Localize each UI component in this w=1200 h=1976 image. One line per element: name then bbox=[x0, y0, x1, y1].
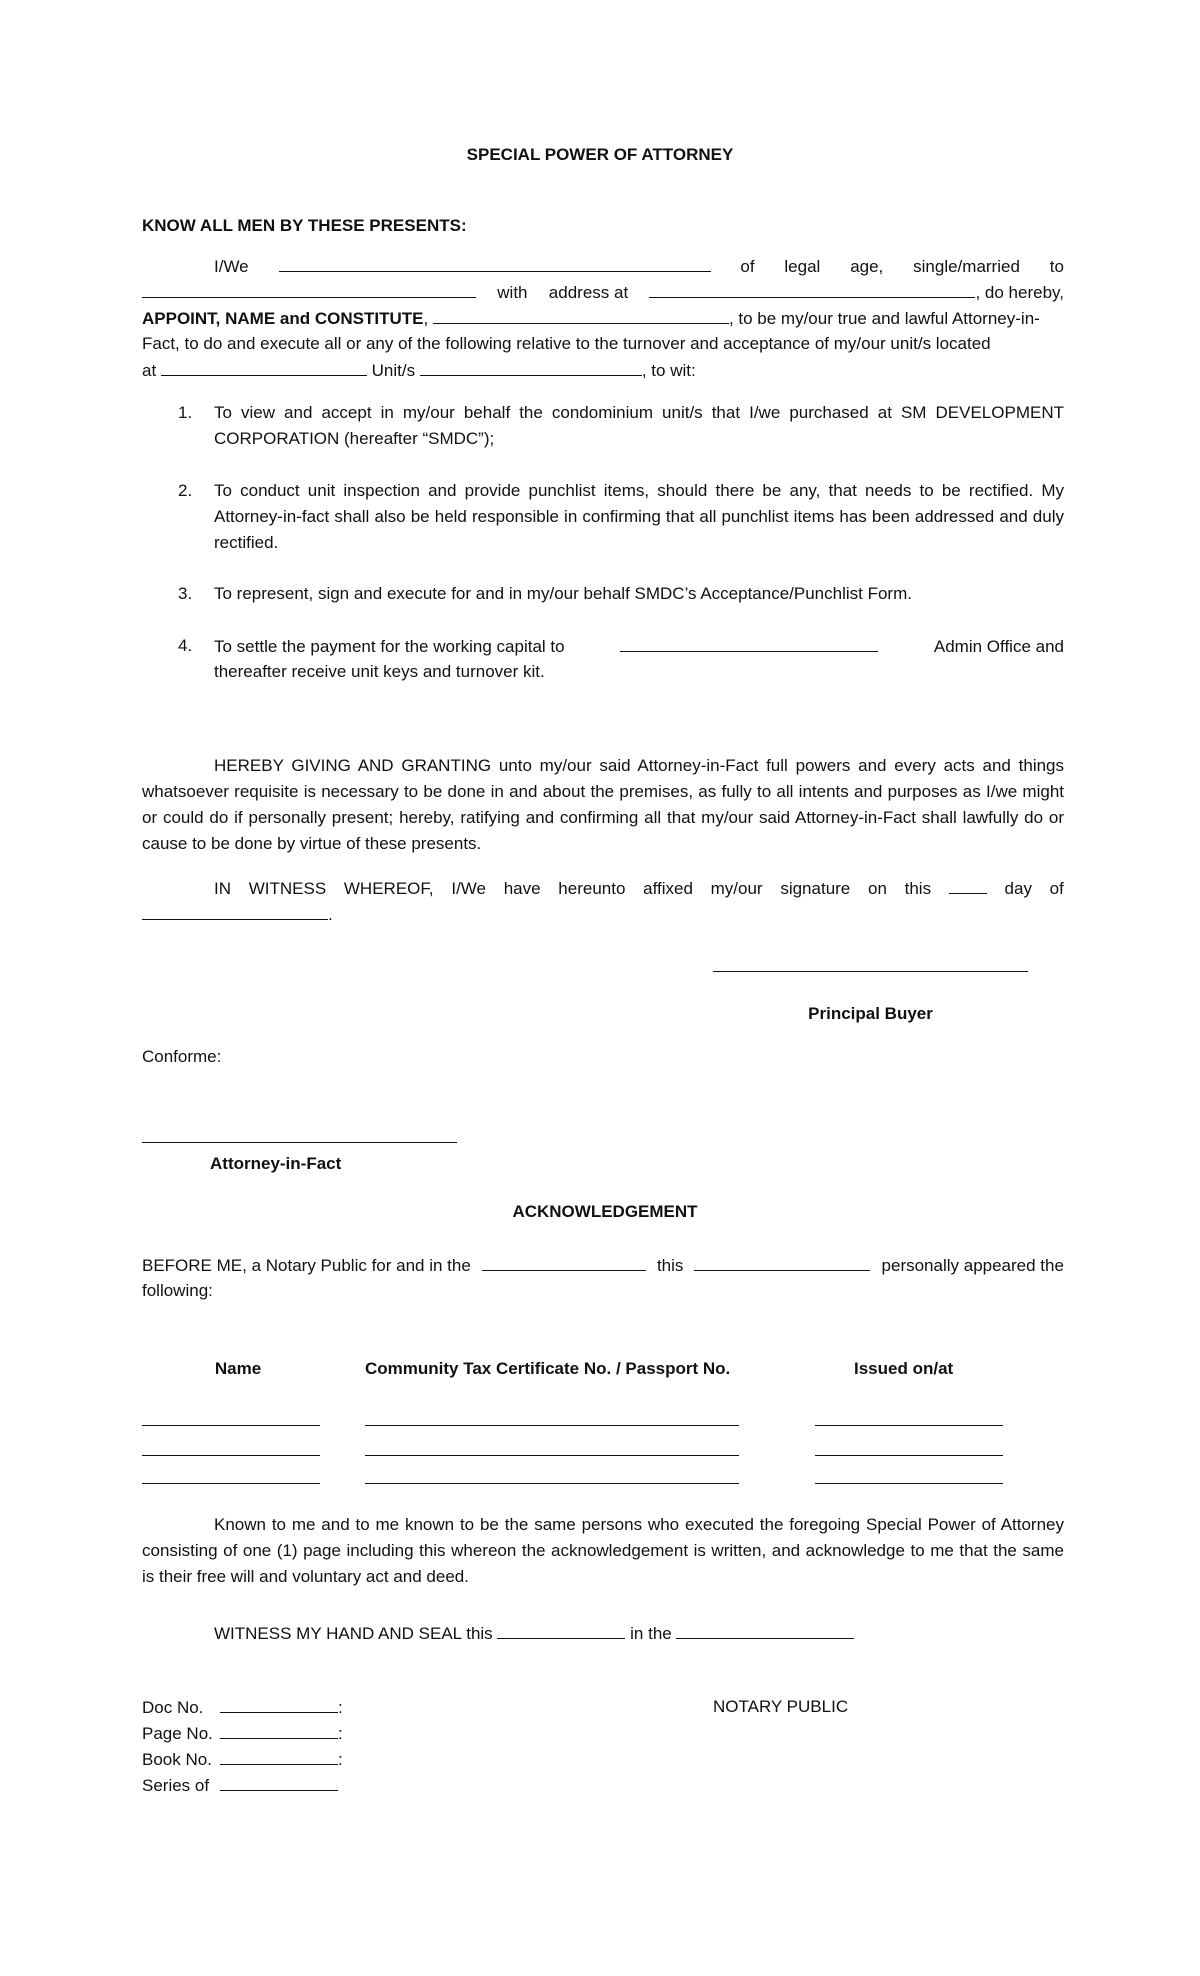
list-item-text: To view and accept in my/our behalf the condominium unit/s that I/we purchased at SM DEVELOPMENT CORPORATION (hereafter “SMDC”); bbox=[214, 403, 1064, 448]
before-me-line bbox=[142, 1252, 1064, 1279]
witness-date-blank bbox=[497, 1620, 625, 1639]
table-row-name-blank bbox=[142, 1455, 320, 1456]
colon: : bbox=[338, 1724, 343, 1743]
page-no-label: Page No. bbox=[142, 1724, 213, 1743]
witness-word: of bbox=[1049, 879, 1064, 898]
doc-no-label: Doc No. bbox=[142, 1698, 204, 1717]
attorney-signature-line bbox=[142, 1142, 457, 1143]
book-no-label: Book No. bbox=[142, 1750, 212, 1769]
witness-word: WHEREOF, bbox=[343, 879, 434, 898]
witness-word: my/our bbox=[710, 879, 763, 898]
age-word: age, bbox=[850, 257, 884, 276]
day-blank bbox=[949, 875, 987, 894]
conforme-label: Conforme: bbox=[142, 1047, 222, 1066]
p1-line2 bbox=[142, 279, 1064, 306]
list-item-number: 2. bbox=[178, 481, 193, 500]
witness-word: hereunto bbox=[558, 879, 626, 898]
witness-word: signature bbox=[780, 879, 851, 898]
doc-no-row bbox=[142, 1694, 343, 1721]
period: . bbox=[328, 905, 333, 924]
do-hereby-text: , do hereby, bbox=[975, 283, 1064, 302]
appoint-text: APPOINT, NAME and CONSTITUTE bbox=[142, 309, 424, 328]
p1-line5 bbox=[142, 357, 1064, 384]
witness-word: affixed bbox=[643, 879, 693, 898]
list-item-number: 4. bbox=[178, 636, 193, 655]
table-row-issued-blank bbox=[815, 1455, 1003, 1456]
series-of-row bbox=[142, 1772, 338, 1799]
list-item-text: thereafter receive unit keys and turnover kit. bbox=[214, 662, 545, 681]
witness-word: have bbox=[503, 879, 541, 898]
hereby-paragraph: HEREBY GIVING AND GRANTING unto my/our said Attorney-in-Fact full powers and every acts and things whatsoever requisite is necessary to be done in and about the premises, as fully to all intents and purposes as I/we might or could do if personally present; hereby, ratifying and confirming all that my/our said Attorney-in-Fact shall lawfully do or cause to be done by virtue of these presents. bbox=[142, 756, 1064, 853]
table-row-issued-blank bbox=[815, 1425, 1003, 1426]
single-married-word: single/married bbox=[913, 257, 1020, 276]
location-blank bbox=[161, 357, 367, 376]
before-me-text: BEFORE ME, a Notary Public for and in the bbox=[142, 1256, 471, 1275]
in-the-text: in the bbox=[630, 1624, 672, 1643]
series-of-blank bbox=[220, 1772, 338, 1791]
book-no-row bbox=[142, 1746, 343, 1773]
table-row-issued-blank bbox=[815, 1483, 1003, 1484]
to-word: to bbox=[1049, 257, 1064, 276]
with-word: with bbox=[497, 283, 528, 302]
column-header-issued: Issued on/at bbox=[854, 1359, 954, 1378]
book-no-blank bbox=[220, 1746, 338, 1765]
series-of-label: Series of bbox=[142, 1776, 210, 1795]
witness-word: on bbox=[867, 879, 887, 898]
following-text: following: bbox=[142, 1281, 213, 1300]
table-row-ctc-blank bbox=[365, 1455, 739, 1456]
attorney-in-fact-label: Attorney-in-Fact bbox=[210, 1154, 342, 1173]
witness-word: day bbox=[1004, 879, 1032, 898]
witness-place-blank bbox=[676, 1620, 854, 1639]
to-wit-text: , to wit: bbox=[641, 361, 696, 380]
colon: : bbox=[338, 1698, 343, 1717]
intro-heading: KNOW ALL MEN BY THESE PRESENTS: bbox=[142, 216, 467, 235]
witness-word: I/We bbox=[451, 879, 486, 898]
witness-line bbox=[142, 875, 1064, 902]
witness-hand-text: WITNESS MY HAND AND SEAL this bbox=[214, 1624, 493, 1643]
attorney-name-blank bbox=[433, 305, 729, 324]
attorney-text: , to be my/our true and lawful Attorney-in- bbox=[728, 309, 1040, 328]
at-word: at bbox=[142, 361, 157, 380]
notary-public-label: NOTARY PUBLIC bbox=[713, 1697, 849, 1716]
witness-word: IN bbox=[214, 879, 231, 898]
date-blank bbox=[694, 1252, 870, 1271]
list-item-text: To represent, sign and execute for and in my/our behalf SMDC’s Acceptance/Punchlist Form. bbox=[214, 584, 912, 603]
admin-office-blank bbox=[620, 633, 878, 652]
name-blank bbox=[279, 253, 711, 272]
address-blank bbox=[649, 279, 975, 298]
doc-no-blank bbox=[220, 1694, 338, 1713]
comma: , bbox=[423, 309, 429, 328]
witness-hand-line bbox=[214, 1620, 854, 1647]
p1-line4: Fact, to do and execute all or any of the following relative to the turnover and acceptance of my/our unit/s located bbox=[142, 334, 991, 353]
colon: : bbox=[338, 1750, 343, 1769]
iwe-label: I/We bbox=[214, 257, 249, 276]
page-no-row bbox=[142, 1720, 343, 1747]
this-word: this bbox=[656, 1256, 684, 1275]
column-header-ctc: Community Tax Certificate No. / Passport No. bbox=[365, 1359, 731, 1378]
place-blank bbox=[482, 1252, 646, 1271]
table-row-ctc-blank bbox=[365, 1483, 739, 1484]
document-title: SPECIAL POWER OF ATTORNEY bbox=[466, 145, 734, 164]
list-item-number: 1. bbox=[178, 403, 193, 422]
of-word: of bbox=[740, 257, 755, 276]
table-row-name-blank bbox=[142, 1483, 320, 1484]
list-item-text: To settle the payment for the working capital to bbox=[214, 637, 565, 656]
units-label: Unit/s bbox=[371, 361, 416, 380]
address-at-label: address at bbox=[548, 283, 629, 302]
legal-word: legal bbox=[784, 257, 821, 276]
p1-line3 bbox=[142, 305, 1064, 332]
witness-word: WITNESS bbox=[248, 879, 327, 898]
acknowledgement-title: ACKNOWLEDGEMENT bbox=[512, 1202, 698, 1221]
table-row-ctc-blank bbox=[365, 1425, 739, 1426]
principal-buyer-label: Principal Buyer bbox=[808, 1004, 933, 1023]
known-paragraph: Known to me and to me known to be the same persons who executed the foregoing Special Power of Attorney consisting of one (1) page including this whereon the acknowledgement is written, and acknowledge to me that the same is their free will and voluntary act and deed. bbox=[142, 1515, 1064, 1586]
page-no-blank bbox=[220, 1720, 338, 1739]
principal-signature-line bbox=[713, 971, 1028, 972]
column-header-name: Name bbox=[214, 1359, 262, 1378]
witness-word: this bbox=[904, 879, 932, 898]
personally-appeared-text: personally appeared the bbox=[881, 1256, 1064, 1275]
spouse-blank bbox=[142, 279, 476, 298]
table-row-name-blank bbox=[142, 1425, 320, 1426]
month-blank bbox=[142, 901, 328, 920]
list-item-text: Admin Office and bbox=[933, 637, 1064, 656]
list-item-number: 3. bbox=[178, 584, 193, 603]
p1-line1 bbox=[142, 253, 1064, 280]
list-item-text: To conduct unit inspection and provide punchlist items, should there be any, that needs to be rectified. My Attorney-in-fact shall also be held responsible in confirming that all punchlist items has been addressed and duly rectified. bbox=[214, 481, 1064, 552]
units-blank bbox=[420, 357, 642, 376]
month-line bbox=[142, 901, 333, 928]
